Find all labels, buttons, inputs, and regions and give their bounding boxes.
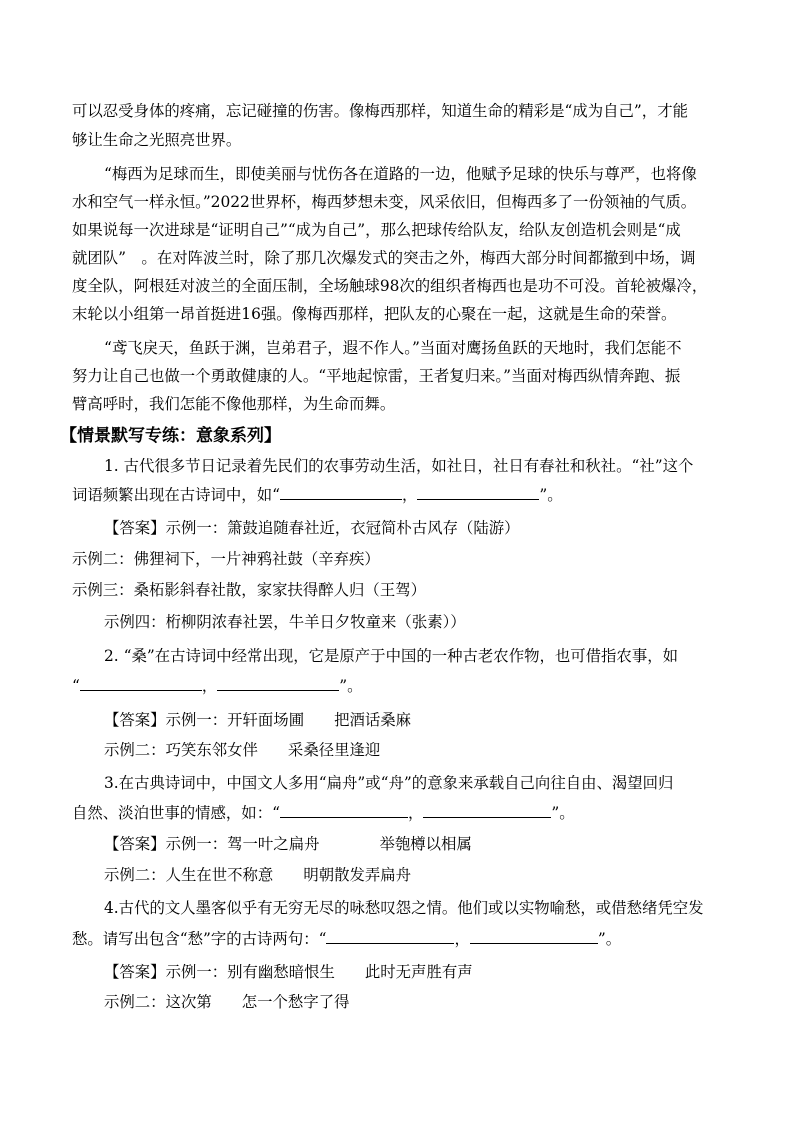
answer-part: 怎一个愁字了得 bbox=[241, 993, 350, 1011]
closing-mark: ”。 bbox=[539, 486, 563, 504]
question-1-fill-line bbox=[72, 485, 724, 505]
paragraph-line: 臂高呼时，我们怎能不像他那样，为生命而舞。 bbox=[72, 395, 396, 413]
paragraph-line: 末轮以小组第一昂首挺进16强。像梅西那样，把队友的心聚在一起，这就是生命的荣誉。 bbox=[72, 305, 677, 323]
answer-line: 示例二：佛狸祠下，一片神鸦社鼓（辛弃疾） bbox=[72, 550, 380, 568]
closing-mark: ”。 bbox=[597, 930, 622, 948]
question-4-lead: 愁。请写出包含“愁”字的古诗两句：“ bbox=[72, 930, 327, 948]
question-1-text: 1. 古代很多节日记录着先民们的农事劳动生活，如社日，社日有春社和秋社。“社”这个 bbox=[104, 457, 694, 475]
question-3-lead: 自然、淡泊世事的情感，如：“ bbox=[72, 804, 280, 822]
paragraph-line: 如果说每一次进球是“证明自己”“成为自己”，那么把球传给队友，给队友创造机会则是“成 bbox=[72, 221, 681, 239]
question-2-text: 2. “桑”在古诗词中经常出现，它是原产于中国的一种古老农作物，也可借指农事，如 bbox=[104, 647, 678, 665]
question-2-fill-line bbox=[72, 676, 724, 696]
answer-line bbox=[104, 865, 724, 885]
answer-line bbox=[104, 962, 724, 982]
paragraph-line: “梅西为足球而生，即使美丽与忧伤各在道路的一边，他赋予足球的快乐与尊严，也将像 bbox=[104, 165, 697, 183]
answer-blank-2[interactable] bbox=[423, 803, 551, 818]
closing-mark: ”。 bbox=[551, 804, 575, 822]
question-3-text: 3.在古典诗词中，中国文人多用“扁舟”或“舟”的意象来承载自己向往自由、渴望回归 bbox=[104, 774, 674, 792]
answer-part: 举匏樽以相属 bbox=[379, 835, 472, 853]
paragraph-line: 够让生命之光照亮世界。 bbox=[72, 131, 242, 149]
answer-line: 示例四：桁柳阴浓春社罢，牛羊日夕牧童来（张素）） bbox=[104, 613, 466, 631]
answer-part: 示例二：巧笑东邻女伴 bbox=[104, 741, 258, 759]
answer-line bbox=[104, 992, 724, 1012]
answer-part: 把酒话桑麻 bbox=[334, 711, 412, 729]
answer-line: 示例三：桑柘影斜春社散，家家扶得醉人归（王驾） bbox=[72, 581, 426, 599]
question-2-lead: “ bbox=[72, 677, 80, 695]
answer-line: 【答案】示例一：箫鼓追随春社近，衣冠简朴古风存（陆游） bbox=[104, 519, 520, 537]
answer-part: 此时无声胜有声 bbox=[364, 963, 473, 981]
answer-line bbox=[104, 740, 724, 760]
question-4-fill-line bbox=[72, 929, 724, 949]
answer-blank-1[interactable] bbox=[80, 676, 202, 691]
paragraph-line: “鸢飞戾天，鱼跃于渊，岂弟君子，遐不作人。”当面对鹰扬鱼跃的天地时，我们怎能不 bbox=[104, 339, 682, 357]
answer-part: 【答案】示例一：开轩面场圃 bbox=[104, 711, 305, 729]
answer-part: 示例二：人生在世不称意 bbox=[104, 866, 274, 884]
answer-blank-1[interactable] bbox=[280, 803, 408, 818]
paragraph-line: 就团队” 。在对阵波兰时，除了那几次爆发式的突击之外，梅西大部分时间都撤到中场，调 bbox=[72, 249, 696, 267]
question-1-lead: 词语频繁出现在古诗词中，如“ bbox=[72, 486, 280, 504]
answer-blank-2[interactable] bbox=[470, 929, 598, 944]
answer-line bbox=[104, 710, 724, 730]
paragraph-line: 可以忍受身体的疼痛，忘记碰撞的伤害。像梅西那样，知道生命的精彩是“成为自己”，才能 bbox=[72, 102, 688, 120]
answer-blank-1[interactable] bbox=[326, 929, 454, 944]
paragraph-line: 度全队，阿根廷对波兰的全面压制，全场触球98次的组织者梅西也是功不可没。首轮被爆冷， bbox=[72, 277, 708, 295]
answer-blank-1[interactable] bbox=[280, 485, 402, 500]
separator: ， bbox=[401, 486, 418, 504]
separator: ， bbox=[407, 804, 424, 822]
paragraph-line: 努力让自己也做一个勇敢健康的人。“平地起惊雷，王者复归来。”当面对梅西纵情奔跑、振 bbox=[72, 367, 681, 385]
section-title: 【情景默写专练：意象系列】 bbox=[60, 426, 281, 446]
closing-mark: ”。 bbox=[339, 677, 363, 695]
separator: ， bbox=[454, 930, 470, 948]
paragraph-line: 水和空气一样永恒。”2022世界杯，梅西梦想未变，风采依旧，但梅西多了一份领袖的气质。 bbox=[72, 193, 697, 211]
answer-part: 采桑径里逢迎 bbox=[287, 741, 381, 759]
answer-part: 【答案】示例一：别有幽愁暗恨生 bbox=[104, 963, 335, 981]
question-3-fill-line bbox=[72, 803, 724, 823]
answer-blank-2[interactable] bbox=[217, 676, 339, 691]
answer-part: 示例二：这次第 bbox=[104, 993, 212, 1011]
answer-line bbox=[104, 834, 724, 854]
answer-part: 【答案】示例一：驾一叶之扁舟 bbox=[104, 835, 320, 853]
answer-part: 明朝散发弄扁舟 bbox=[303, 866, 412, 884]
separator: ， bbox=[201, 677, 218, 695]
question-4-text: 4.古代的文人墨客似乎有无穷无尽的咏愁叹怨之情。他们或以实物喻愁，或借愁绪凭空发 bbox=[104, 899, 704, 917]
answer-blank-2[interactable] bbox=[417, 485, 539, 500]
